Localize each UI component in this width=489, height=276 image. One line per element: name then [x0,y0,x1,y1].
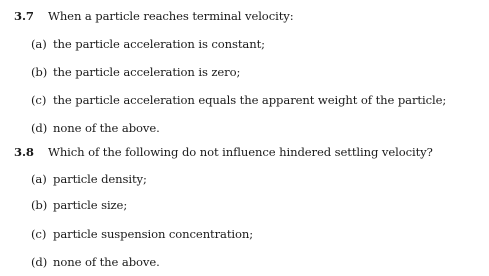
option-b [31,198,127,212]
option-text: particle suspension concentration; [53,227,254,241]
option-b [31,65,240,79]
option-d [31,121,160,135]
option-letter: (a) [31,37,47,51]
option-text: particle density; [53,172,147,186]
option-letter: (b) [31,198,48,212]
option-letter: (d) [31,255,48,269]
option-text: the particle acceleration is constant; [53,37,265,51]
option-text: particle size; [53,198,128,212]
option-text: the particle acceleration is zero; [53,65,241,79]
question-3-8 [14,145,433,159]
option-a [31,172,147,186]
option-letter: (a) [31,172,47,186]
question-text: When a particle reaches terminal velocity: [48,9,294,23]
option-text: the particle acceleration equals the apparent weight of the particle; [53,93,447,107]
question-number: 3.8 [14,145,34,159]
option-letter: (d) [31,121,48,135]
option-d [31,255,160,269]
option-a [31,37,265,51]
option-c [31,93,446,107]
option-letter: (c) [31,93,47,107]
option-letter: (b) [31,65,48,79]
question-text: Which of the following do not influence hindered settling velocity? [48,145,433,159]
question-number: 3.7 [14,9,34,23]
option-c [31,227,253,241]
question-3-7 [14,9,294,23]
option-text: none of the above. [53,255,160,269]
option-letter: (c) [31,227,47,241]
option-text: none of the above. [53,121,160,135]
